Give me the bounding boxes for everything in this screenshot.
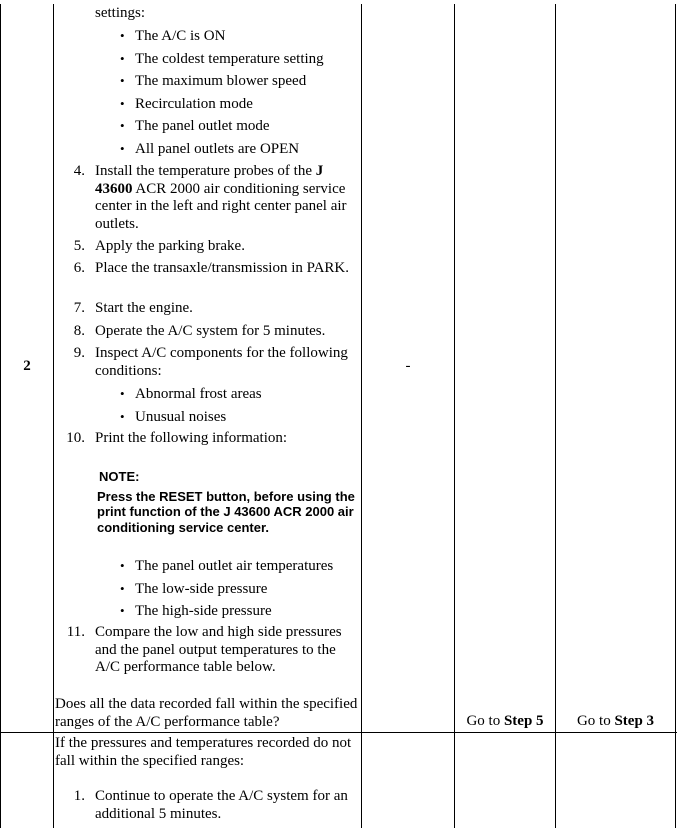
step-text: Operate the A/C system for 5 minutes. bbox=[95, 323, 326, 339]
step-text: Place the transaxle/transmission in PARK. bbox=[95, 260, 350, 276]
step-num: 9. bbox=[73, 345, 85, 361]
list-item: • Abnormal frost areas bbox=[120, 383, 262, 406]
step-text bbox=[95, 163, 361, 233]
action-prefix: Go to bbox=[576, 713, 615, 729]
yes-action bbox=[455, 713, 555, 730]
step-text: Apply the parking brake. bbox=[95, 238, 245, 254]
list-item: • The panel outlet air temperatures bbox=[120, 555, 333, 578]
no-step-link: Step 3 bbox=[614, 713, 655, 729]
step-num: 7. bbox=[73, 300, 85, 316]
step-num: 10. bbox=[66, 430, 85, 446]
step-text: Continue to operate the A/C system for an additional 5 minutes. bbox=[95, 788, 348, 822]
list-item: • The A/C is ON bbox=[120, 25, 324, 48]
note-label: NOTE: bbox=[99, 469, 140, 484]
list-item: • Recirculation mode bbox=[120, 93, 324, 116]
column-divider-yes bbox=[555, 4, 556, 828]
list-item: • The low-side pressure bbox=[120, 578, 333, 601]
yes-step-link: Step 5 bbox=[503, 713, 544, 729]
list-item: • Unusual noises bbox=[120, 406, 262, 429]
print-info-list bbox=[120, 555, 333, 623]
note-block bbox=[97, 469, 357, 535]
step-num: 5. bbox=[73, 238, 85, 254]
list-item: • All panel outlets are OPEN bbox=[120, 138, 324, 161]
step-number: 2 bbox=[23, 358, 31, 374]
step-text-part: Install the temperature probes of the bbox=[95, 163, 316, 179]
table-border-right bbox=[675, 4, 676, 828]
list-item: • The coldest temperature setting bbox=[120, 48, 324, 71]
step-text: Start the engine. bbox=[95, 300, 193, 316]
values-cell: - bbox=[405, 358, 411, 374]
column-divider-action bbox=[361, 4, 362, 828]
action-prefix: Go to bbox=[466, 713, 504, 729]
list-item: • The maximum blower speed bbox=[120, 70, 324, 93]
step-text: Inspect A/C components for the following conditions: bbox=[95, 345, 348, 379]
list-item: • The panel outlet mode bbox=[120, 115, 324, 138]
settings-list bbox=[120, 25, 324, 160]
column-divider-step bbox=[53, 4, 54, 828]
step-text: Print the following information: bbox=[95, 430, 288, 446]
settings-label: settings: bbox=[95, 5, 146, 21]
decision-question: Does all the data recorded fall within the specified ranges of the A/C performance table? bbox=[55, 696, 358, 730]
no-action bbox=[556, 713, 675, 730]
column-divider-values bbox=[454, 4, 455, 828]
step-num: 1. bbox=[73, 788, 85, 804]
step-text: Compare the low and high side pressures and the panel output temperatures to the A/C performance table below. bbox=[95, 624, 342, 675]
tool-name: J 43600 bbox=[95, 163, 324, 197]
list-item: • The high-side pressure bbox=[120, 600, 333, 623]
next-row-intro: If the pressures and temperatures recorded do not fall within the specified ranges: bbox=[55, 735, 352, 769]
step-num: 8. bbox=[73, 323, 85, 339]
conditions-list bbox=[120, 383, 262, 428]
step-text-part: ACR 2000 air conditioning service center in the left and right center panel air outlets. bbox=[95, 180, 347, 232]
table-border-left bbox=[0, 4, 1, 828]
note-text: Press the RESET button, before using the print function of the J 43600 ACR 2000 air conditioning service center. bbox=[97, 488, 355, 535]
row-divider bbox=[0, 732, 677, 733]
step-num: 6. bbox=[73, 260, 85, 276]
step-num: 11. bbox=[66, 624, 85, 640]
step-num: 4. bbox=[73, 163, 85, 179]
